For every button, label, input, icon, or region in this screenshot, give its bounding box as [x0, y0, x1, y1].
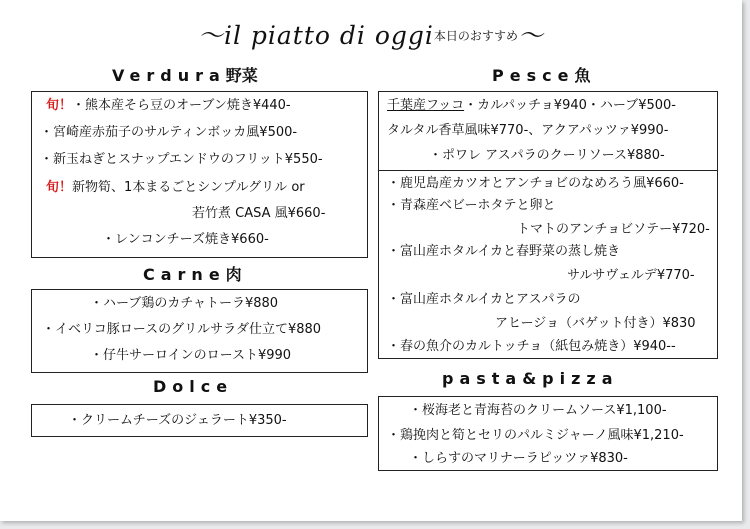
- item-text: ・ハーブ鶏のカチャトーラ¥880: [90, 296, 279, 311]
- list-item: [517, 222, 710, 238]
- list-item: [387, 198, 555, 214]
- item-text: ・宮崎産赤茄子のサルティンボッカ風¥500-: [40, 125, 298, 140]
- heading-text: Dolce: [153, 377, 234, 396]
- item-text: ・カルパッチョ¥940・ハーブ¥500-: [464, 98, 677, 113]
- list-item: [387, 244, 620, 260]
- item-text: ・仔牛サーロインのロースト¥990: [90, 348, 292, 363]
- heading-text: Verdura: [112, 66, 226, 85]
- list-item: [409, 451, 628, 467]
- list-item: [387, 428, 684, 444]
- item-text: ・鹿児島産カツオとアンチョビのなめろう風¥660-: [387, 176, 684, 191]
- item-text: ・しらすのマリナーラピッツァ¥830-: [409, 451, 628, 466]
- carne-box: [31, 289, 368, 373]
- section-heading-pesce: [492, 63, 590, 86]
- section-heading-pasta-pizza: [442, 369, 619, 388]
- item-text: ・富山産ホタルイカと春野菜の蒸し焼き: [387, 244, 620, 259]
- list-item: [409, 403, 667, 419]
- list-item: [387, 292, 580, 308]
- list-item: [40, 152, 323, 168]
- title-subtitle: 本日のおすすめ: [433, 29, 519, 43]
- section-heading-carne: [143, 262, 242, 285]
- item-text: ・熊本産そら豆のオーブン焼き¥440-: [72, 98, 291, 113]
- list-item: [90, 348, 291, 364]
- heading-jp: 野菜: [225, 66, 258, 85]
- list-item: [429, 148, 665, 164]
- pesce-box: [378, 91, 718, 359]
- item-text: ・青森産ベビーホタテと卵と: [387, 198, 556, 213]
- heading-jp: 魚: [574, 66, 591, 85]
- list-item: [495, 316, 696, 332]
- item-text: ・クリームチーズのジェラート¥350-: [68, 413, 287, 428]
- seasonal-mark: 旬！: [46, 98, 73, 113]
- title-text: 〜il piatto di oggi: [197, 21, 434, 50]
- list-item: [90, 296, 278, 312]
- list-item: [567, 268, 695, 284]
- item-text: トマトのアンチョビソテー¥720-: [517, 222, 710, 237]
- heading-text: Pesce: [492, 66, 575, 85]
- heading-text: Carne: [143, 265, 226, 284]
- item-text: ・鶏挽肉と筍とセリのパルミジャーノ風味¥1,210-: [387, 428, 684, 443]
- item-text: ・ポワレ アスパラのクーリソース¥880-: [429, 148, 665, 163]
- fish-name: 千葉産フッコ: [387, 98, 465, 113]
- title-end: 〜: [518, 21, 545, 50]
- seasonal-mark: 旬！: [46, 180, 73, 195]
- menu-title: [0, 16, 742, 52]
- heading-jp: 肉: [225, 265, 242, 284]
- section-heading-dolce: [153, 377, 233, 396]
- item-text: サルサヴェルデ¥770-: [567, 268, 695, 283]
- list-item: [387, 123, 668, 139]
- item-text: ・春の魚介のカルトッチョ（紙包み焼き）¥940--: [387, 339, 676, 354]
- list-item: [46, 180, 305, 196]
- verdura-box: [31, 91, 368, 258]
- item-text: 若竹煮 CASA 風¥660-: [192, 206, 326, 221]
- list-item: [42, 322, 321, 338]
- item-text: ・富山産ホタルイカとアスパラの: [387, 292, 581, 307]
- item-text: アヒージョ（バゲット付き）¥830: [495, 316, 696, 331]
- list-item: [387, 339, 676, 355]
- heading-text: pasta&pizza: [442, 369, 619, 388]
- item-text: タルタル香草風味¥770-、アクアパッツァ¥990-: [387, 123, 669, 138]
- list-item: [192, 206, 325, 222]
- item-text: ・レンコンチーズ焼き¥660-: [102, 232, 269, 247]
- list-item: [387, 176, 684, 192]
- divider: [379, 170, 717, 171]
- item-text: ・桜海老と青海苔のクリームソース¥1,100-: [409, 403, 667, 418]
- list-item: [102, 232, 269, 248]
- pasta-box: [378, 396, 718, 471]
- section-heading-verdura: [112, 63, 258, 86]
- list-item: [40, 125, 297, 141]
- list-item: [46, 98, 291, 114]
- item-text: ・イベリコ豚ロースのグリルサラダ仕立て¥880: [42, 322, 322, 337]
- dolce-box: [31, 404, 368, 437]
- list-item: [387, 98, 676, 114]
- item-text: 新物筍、1本まるごとシンプルグリル or: [72, 180, 305, 195]
- list-item: [68, 413, 287, 429]
- item-text: ・新玉ねぎとスナップエンドウのフリット¥550-: [40, 152, 323, 167]
